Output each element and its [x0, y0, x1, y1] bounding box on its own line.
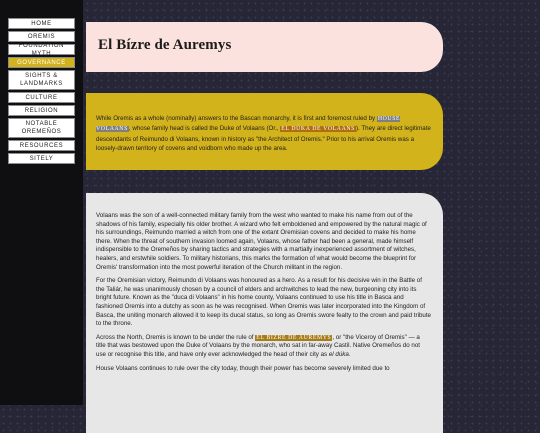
nav-item-governance[interactable]: GOVERNANCE	[8, 57, 75, 68]
house-volaans-link[interactable]: HOUSE VOLAANS	[96, 116, 401, 133]
nav-item-foundation-myth[interactable]: FOUNDATION MYTH	[8, 44, 75, 55]
body-text: Across the North, Oremis is known to be under the rule of	[96, 333, 256, 341]
body-paragraph: House Volaans continues to rule over the city today, though their power has become severely limited due to	[96, 364, 390, 372]
intro-card	[86, 93, 443, 170]
sidebar	[0, 0, 83, 405]
nav-item-home[interactable]: HOME	[8, 18, 75, 29]
intro-text: ). They are direct legitimate descendants of Reimundo di Volaans, known in history as "the Architect of Oremis." Prior to his arrival Oremis was a loosely-drawn territory of covens and voidborn who made up the area.	[96, 125, 431, 153]
body-text: .	[348, 350, 351, 358]
body-paragraph	[96, 334, 431, 360]
page-title: El Bízre de Auremys	[98, 37, 232, 53]
body-paragraph: For the Oremisian victory, Reimundo di Volaans was honoured as a hero. As a result for his decisive win in the Battle of the Taliár, he was unanimously chosen by a council of elders and archwitches to lead the new, burgeoning city into its bright future. Known as the "duca di Volaans" in his home county, Volaans continued to use his title in Basca and fashioned Oremis into a dutchy as soon as he was recognised. When Oremis was later incorporated into the Kingdom of Basca, the uniting monarch allowed it to keep its ducal status, so long as Oremis swore fealty to the crown and paid tribute to the throne.	[96, 277, 431, 328]
title-card	[86, 22, 443, 72]
nav-item-oremis[interactable]: OREMIS	[8, 31, 75, 42]
nav-item-notable-oremenos[interactable]: NOTABLE OREMEÑOS	[8, 118, 75, 138]
nav-item-sitely[interactable]: SITELY	[8, 153, 75, 164]
nav-item-culture[interactable]: CULTURE	[8, 92, 75, 103]
intro-text: , whose family head is called the Duke of Volaans (Or.,	[128, 125, 281, 133]
nav-item-religion[interactable]: RELIGION	[8, 105, 75, 116]
body-card	[86, 193, 443, 433]
intro-text: While Oremis as a whole (nominally) answers to the Bascan monarchy, it is first and foremost ruled by	[96, 115, 377, 122]
nav-item-resources[interactable]: RESOURCES	[8, 140, 75, 151]
body-paragraph: Volaans was the son of a well-connected military family from the west who wanted to make his name from out of the shadows of his family, especially his older brother. A wizard who felt emboldened and empowered by the natural magic of his surroundings, Reimundo married a witch from one of the extant Oremisian covens and decided to make his home there. When the threat of southern invasion loomed again, Volaans, whose father had been a general, made himself indispensible to the Oremeños by sharing tactics and strategies with a martially inexperienced assortment of witches, healers, and erstwhile soldiers. To military historians, this marks the formation of what would become the blueprint for Oremis' transformation into the most powerful iteration of the Church militant in the region.	[96, 212, 427, 271]
body-text: , or "the Viceroy of Oremis" — a title that was bestowed upon the Duke of Volaans by the monarch, who sat in far-away Castil. Native Oremeños do not use or recognise this title, and have only ever acknowledged the head of their city as	[96, 333, 420, 358]
el-duka-de-volaans-link[interactable]: EL DÚKA DE VOLAANS	[281, 126, 355, 133]
el-bizre-de-auremys-link[interactable]: EL BÍZRE DE AUREMYS	[256, 334, 332, 341]
sidebar-nav	[8, 18, 75, 166]
body-emphasis: el dúka	[328, 350, 349, 358]
nav-item-sights-landmarks[interactable]: SIGHTS & LANDMARKS	[8, 70, 75, 90]
